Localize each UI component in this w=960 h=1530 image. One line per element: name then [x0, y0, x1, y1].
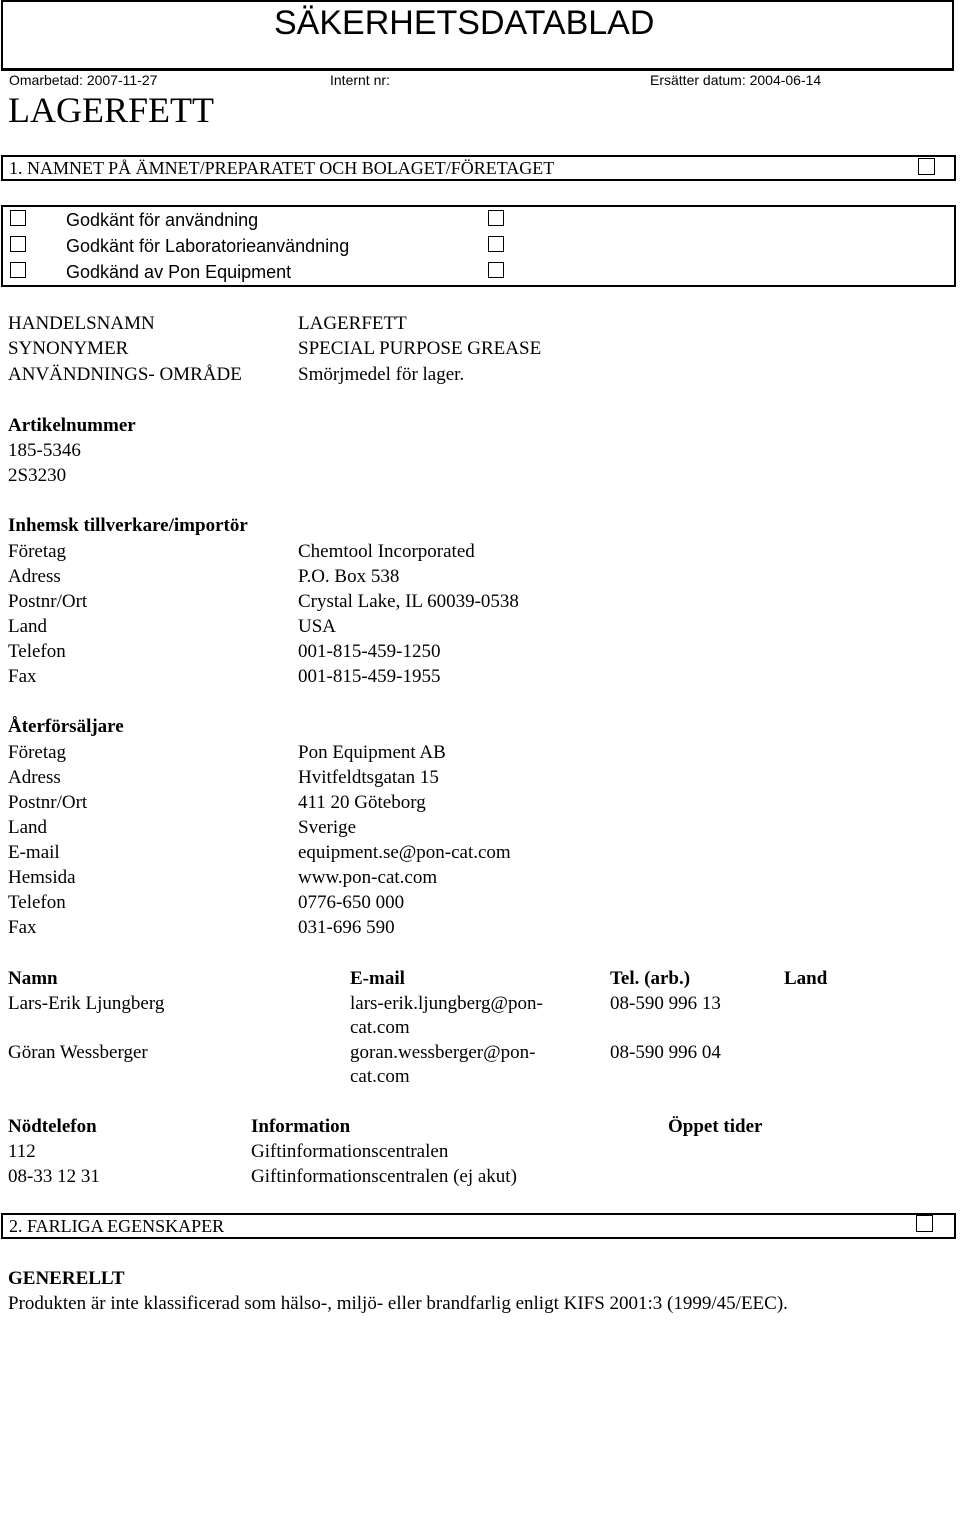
internal-number: Internt nr:	[330, 72, 390, 88]
emergency-info: Giftinformationscentralen (ej akut)	[251, 1166, 517, 1187]
contacts-header-email: E-mail	[350, 968, 405, 989]
use-area-label: ANVÄNDNINGS- OMRÅDE	[8, 364, 242, 385]
article-number: 2S3230	[8, 465, 67, 486]
manufacturer-value: 001-815-459-1250	[298, 641, 441, 662]
approval-checkbox-pon[interactable]	[10, 262, 26, 278]
contact-name: Göran Wessberger	[8, 1042, 148, 1063]
reseller-email-link[interactable]: equipment.se@pon-cat.com	[298, 842, 511, 863]
reseller-label: E-mail	[8, 842, 60, 863]
trade-name-label: HANDELSNAMN	[8, 313, 155, 334]
use-area-value: Smörjmedel för lager.	[298, 364, 465, 385]
section-2-checkbox[interactable]	[916, 1215, 933, 1232]
manufacturer-label: Telefon	[8, 641, 66, 662]
manufacturer-value: P.O. Box 538	[298, 566, 400, 587]
emergency-header-info: Information	[251, 1116, 351, 1137]
contacts-header-name: Namn	[8, 968, 58, 989]
approval-checkbox-use-right[interactable]	[488, 210, 504, 226]
reseller-label: Telefon	[8, 892, 66, 913]
reseller-label: Fax	[8, 917, 37, 938]
revised-date: Omarbetad: 2007-11-27	[9, 72, 158, 88]
trade-name-value: LAGERFETT	[298, 313, 407, 334]
section-1-title: 1. NAMNET PÅ ÄMNET/PREPARATET OCH BOLAGET/FÖRETAGET	[9, 158, 555, 178]
emergency-phone: 112	[8, 1141, 36, 1162]
manufacturer-value: Chemtool Incorporated	[298, 541, 475, 562]
contact-email-line1[interactable]: goran.wessberger@pon-	[350, 1042, 536, 1063]
manufacturer-label: Postnr/Ort	[8, 591, 88, 612]
article-heading: Artikelnummer	[8, 415, 136, 436]
synonyms-value: SPECIAL PURPOSE GREASE	[298, 338, 542, 359]
approval-checkbox-pon-right[interactable]	[488, 262, 504, 278]
approval-label-pon: Godkänd av Pon Equipment	[66, 262, 292, 282]
general-heading: GENERELLT	[8, 1268, 125, 1289]
manufacturer-label: Företag	[8, 541, 67, 562]
reseller-website-link[interactable]: www.pon-cat.com	[298, 867, 438, 888]
synonyms-label: SYNONYMER	[8, 338, 129, 359]
manufacturer-label: Adress	[8, 566, 61, 587]
manufacturer-heading: Inhemsk tillverkare/importör	[8, 515, 248, 536]
reseller-label: Adress	[8, 767, 61, 788]
general-text: Produkten är inte klassificerad som hälso-, miljö- eller brandfarlig enligt KIFS 2001:3 (1999/45/EEC).	[8, 1293, 788, 1314]
reseller-value: 411 20 Göteborg	[298, 792, 426, 813]
manufacturer-label: Land	[8, 616, 48, 637]
contact-email-line2[interactable]: cat.com	[350, 1017, 410, 1038]
reseller-label: Hemsida	[8, 867, 76, 888]
approval-label-use: Godkänt för användning	[66, 210, 259, 230]
manufacturer-value: 001-815-459-1955	[298, 666, 441, 687]
manufacturer-value: Crystal Lake, IL 60039-0538	[298, 591, 519, 612]
contact-tel: 08-590 996 13	[610, 993, 721, 1014]
reseller-label: Företag	[8, 742, 67, 763]
emergency-header-hours: Öppet tider	[668, 1116, 763, 1137]
approval-checkbox-lab[interactable]	[10, 236, 26, 252]
emergency-phone: 08-33 12 31	[8, 1166, 100, 1187]
reseller-value: 0776-650 000	[298, 892, 405, 913]
manufacturer-value: USA	[298, 616, 337, 637]
reseller-heading: Återförsäljare	[8, 716, 124, 737]
article-number: 185-5346	[8, 440, 81, 461]
approval-checkbox-lab-right[interactable]	[488, 236, 504, 252]
section-2-title: 2. FARLIGA EGENSKAPER	[9, 1216, 225, 1236]
emergency-info: Giftinformationscentralen	[251, 1141, 449, 1162]
reseller-value: Sverige	[298, 817, 357, 838]
contact-name: Lars-Erik Ljungberg	[8, 993, 165, 1014]
contacts-header-country: Land	[784, 968, 828, 989]
approval-checkbox-use[interactable]	[10, 210, 26, 226]
product-title: LAGERFETT	[8, 90, 214, 130]
replaces-date: Ersätter datum: 2004-06-14	[650, 72, 822, 88]
document-title: SÄKERHETSDATABLAD	[274, 4, 655, 42]
contacts-header-tel: Tel. (arb.)	[610, 968, 691, 989]
emergency-header-phone: Nödtelefon	[8, 1116, 97, 1137]
reseller-label: Land	[8, 817, 48, 838]
section-1-checkbox[interactable]	[918, 158, 935, 175]
contact-email-line2[interactable]: cat.com	[350, 1066, 410, 1087]
header-divider	[1, 69, 954, 71]
manufacturer-label: Fax	[8, 666, 37, 687]
reseller-value: Pon Equipment AB	[298, 742, 446, 763]
reseller-value: Hvitfeldtsgatan 15	[298, 767, 439, 788]
contact-email-line1[interactable]: lars-erik.ljungberg@pon-	[350, 993, 543, 1014]
reseller-label: Postnr/Ort	[8, 792, 88, 813]
approval-label-lab: Godkänt för Laboratorieanvändning	[66, 236, 350, 256]
contact-tel: 08-590 996 04	[610, 1042, 721, 1063]
reseller-value: 031-696 590	[298, 917, 395, 938]
